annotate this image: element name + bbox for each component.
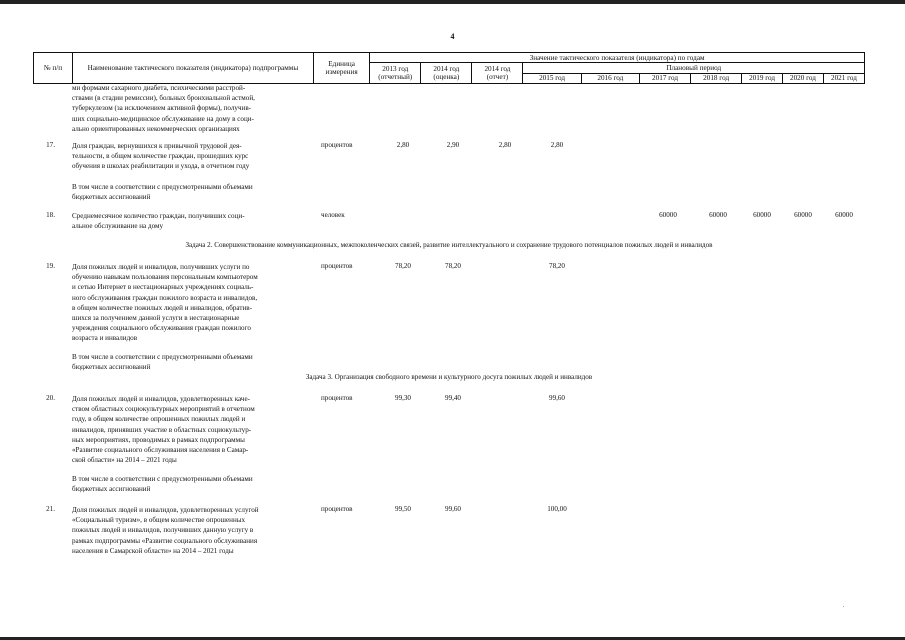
header-2016: 2016 год — [581, 73, 639, 83]
row-19-2015: 78,20 — [549, 262, 565, 270]
row-20-note: В том числе в соответствии с предусмотренными объемами бюджетных ассигнований — [72, 475, 253, 494]
row-20-number: 20. — [46, 394, 55, 402]
row-19-2013: 78,20 — [395, 262, 411, 270]
row-18-name: Среднемесячное количество граждан, получивших соци- альное обслуживание на дому — [72, 212, 245, 231]
row-19-number: 19. — [46, 262, 55, 270]
row-21-unit: процентов — [321, 505, 353, 513]
footer-mark: . — [843, 603, 845, 609]
row-17-unit: процентов — [321, 141, 353, 149]
row-20-2014-estimate: 99,40 — [445, 394, 461, 402]
header-2017: 2017 год — [639, 73, 690, 83]
row-20-2015: 99,60 — [549, 394, 565, 402]
row-19-unit: процентов — [321, 262, 353, 270]
row-21-2013: 99,50 — [395, 505, 411, 513]
header-2014-estimate: 2014 год (оценка) — [421, 63, 472, 84]
row-17-2013: 2,80 — [396, 141, 410, 149]
row-21-2014-estimate: 99,60 — [445, 505, 461, 513]
header-2018: 2018 год — [691, 73, 742, 83]
row-17-2015: 2,80 — [550, 141, 564, 149]
row-21-name: Доля пожилых людей и инвалидов, удовлетворенных услугой «Социальный туризм», в общем количестве опрошенных пожилых людей и инвалидов, получивших данную услугу в рамках подпрограммы «Развитие социального обслуживания населения в Самарской области» на 2014 – 2021 годы — [72, 506, 259, 555]
row-18-2019: 60000 — [753, 211, 771, 219]
row-18-number: 18. — [46, 211, 55, 219]
header-planned: Плановый период — [523, 63, 865, 73]
page-number: 4 — [450, 32, 455, 41]
header-2020: 2020 год — [783, 73, 824, 83]
row-20-2013: 99,30 — [395, 394, 411, 402]
continuation-text: ми формами сахарного диабета, психическими расстрой- ствами (в стадии ремиссии), больных бронхиальной астмой, туберкулезом (за исключением активной формы), получив- ших социально-медицинское обслуживание на дому в соци- ально ориентированных некоммерческих организациях — [72, 84, 255, 133]
task-3-heading: Задача 3. Организация свободного времени и культурного досуга пожилых людей и инвалидов — [305, 373, 593, 381]
row-17-note: В том числе в соответствии с предусмотренными объемами бюджетных ассигнований — [72, 183, 253, 202]
header-name: Наименование тактического показателя (индикатора) подпрограммы — [72, 53, 313, 84]
header-num: № п/п — [34, 53, 73, 84]
header-unit: Единица измерения — [314, 53, 370, 84]
header-values: Значение тактического показателя (индикатора) по годам — [370, 53, 865, 63]
row-17-number: 17. — [46, 141, 55, 149]
row-20-name: Доля пожилых людей и инвалидов, удовлетворенных каче- ством областных социокультурных мероприятий в отчетном году, в общем количестве опрошенных пожилых людей и инвалидов, принявших участие в областных социокультур- ных мероприятиях, проводимых в рамках подпрограммы «Развитие социального обслуживания населения в Самар- ской области» на 2014 – 2021 годы — [72, 395, 255, 465]
header-2015: 2015 год — [523, 73, 581, 83]
header-2019: 2019 год — [742, 73, 783, 83]
task-2-heading: Задача 2. Совершенствование коммуникационных, межпоколенческих связей, развитие интеллектуального и сохранение трудового потенциалов пожилых людей и инвалидов — [185, 241, 713, 249]
row-18-2021: 60000 — [835, 211, 853, 219]
header-2021: 2021 год — [823, 73, 864, 83]
header-2014-report: 2014 год (отчет) — [472, 63, 523, 84]
row-17-2014-estimate: 2,90 — [446, 141, 460, 149]
header-2013: 2013 год (отчетный) — [370, 63, 421, 84]
row-19-2014-estimate: 78,20 — [445, 262, 461, 270]
row-18-unit: человек — [321, 211, 345, 219]
row-19-note: В том числе в соответствии с предусмотренными объемами бюджетных ассигнований — [72, 353, 253, 372]
row-18-2017: 60000 — [659, 211, 677, 219]
row-17-name: Доля граждан, вернувшихся к привычной трудовой дея- тельности, в общем количестве граждан, прошедших курс обучения в школах реабилитации и ухода, в отчетном году — [72, 142, 250, 171]
row-18-2018: 60000 — [709, 211, 727, 219]
row-17-2014-report: 2,80 — [498, 141, 512, 149]
row-21-number: 21. — [46, 505, 55, 513]
row-19-name: Доля пожилых людей и инвалидов, получивших услуги по обучению навыкам пользования персональным компьютером и сетью Интернет в нестационарных учреждениях социаль- ного обслуживания граждан пожилого возраста и инвалидов, в общем количестве пожилых людей и инвалидов, обратив- шихся за получением данной услуги в нестационарные учреждения социального обслуживания граждан пожилого возраста и инвалидов — [72, 263, 258, 343]
page-top-edge — [0, 0, 905, 4]
table-header — [33, 52, 865, 84]
row-21-2015: 100,00 — [547, 505, 567, 513]
row-20-unit: процентов — [321, 394, 353, 402]
row-18-2020: 60000 — [794, 211, 812, 219]
